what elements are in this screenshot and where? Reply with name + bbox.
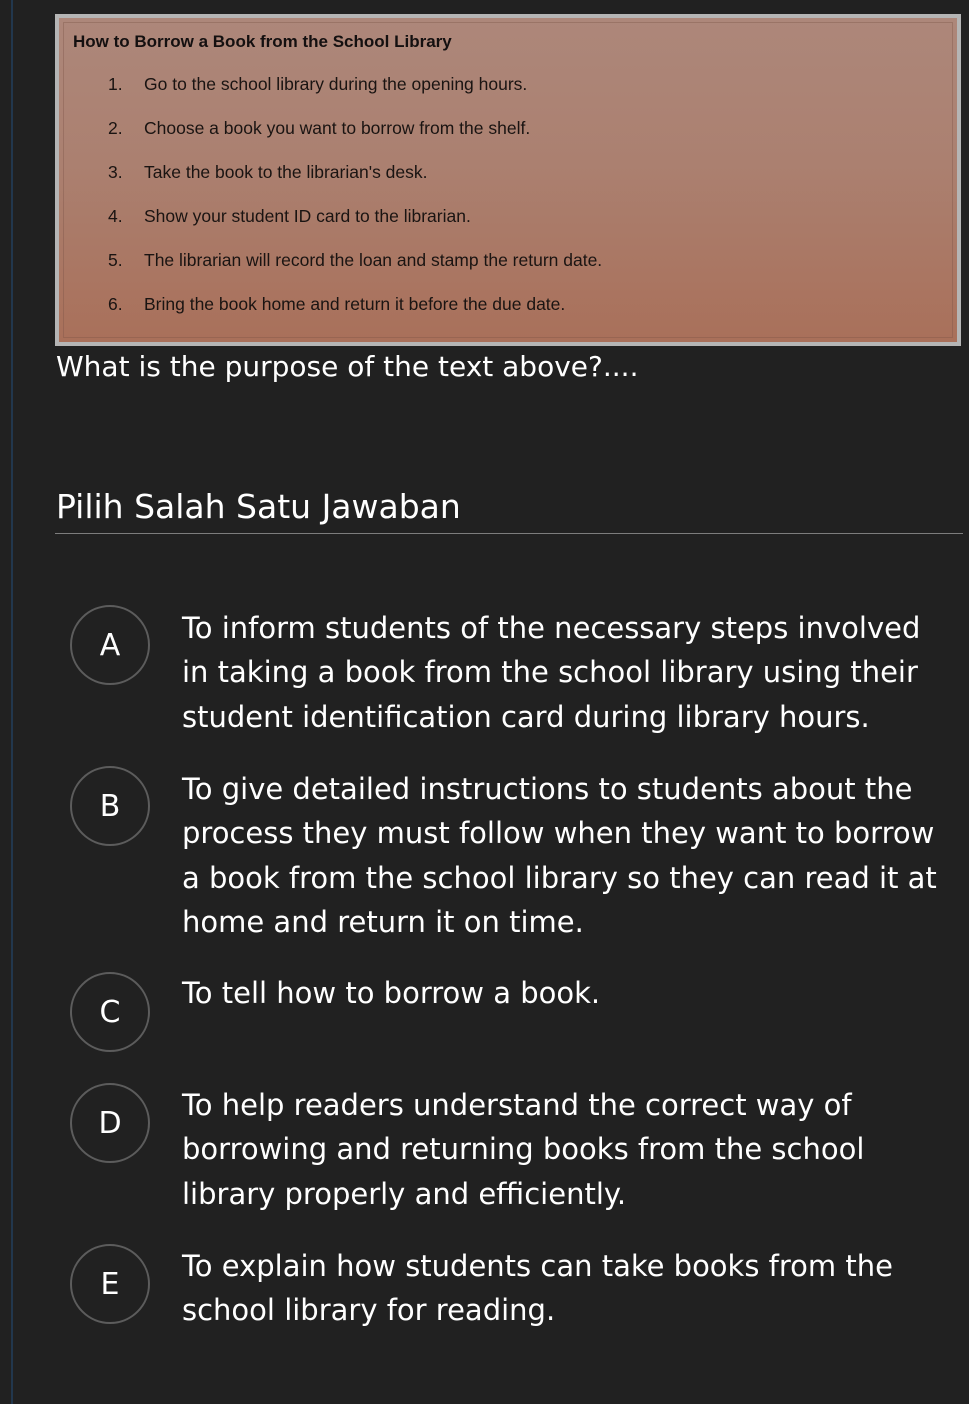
step-text: Show your student ID card to the librarian. bbox=[144, 206, 471, 226]
step-text: Choose a book you want to borrow from the shelf. bbox=[144, 118, 531, 138]
option-text[interactable]: To inform students of the necessary steps involved in taking a book from the school library using their student identification card during library hours. bbox=[182, 611, 921, 734]
step-number: 2. bbox=[108, 118, 123, 138]
passage-image bbox=[55, 14, 961, 346]
left-border-line bbox=[11, 0, 13, 1404]
step-number: 1. bbox=[108, 74, 123, 94]
step-text: Go to the school library during the opening hours. bbox=[144, 74, 528, 94]
option-text[interactable]: To explain how students can take books from the school library for reading. bbox=[182, 1249, 893, 1328]
step-number: 6. bbox=[108, 294, 123, 314]
option-text[interactable]: To give detailed instructions to students about the process they must follow when they want to borrow a book from the school library so they can read it at home and return it on time. bbox=[182, 772, 937, 939]
step-number: 4. bbox=[108, 206, 123, 226]
passage-title: How to Borrow a Book from the School Library bbox=[73, 32, 452, 51]
option-letter-badge[interactable]: B bbox=[70, 766, 150, 846]
option-letter-badge[interactable]: D bbox=[70, 1083, 150, 1163]
option-text[interactable]: To help readers understand the correct way of borrowing and returning books from the school library properly and efficiently. bbox=[182, 1088, 865, 1211]
option-letter-badge[interactable]: E bbox=[70, 1244, 150, 1324]
step-number: 5. bbox=[108, 250, 123, 270]
option-letter-badge[interactable]: A bbox=[70, 605, 150, 685]
step-text: The librarian will record the loan and stamp the return date. bbox=[144, 250, 603, 270]
question-text: What is the purpose of the text above?.... bbox=[56, 350, 639, 383]
answer-section-heading: Pilih Salah Satu Jawaban bbox=[56, 487, 461, 526]
step-text: Bring the book home and return it before the due date. bbox=[144, 294, 566, 314]
option-text[interactable]: To tell how to borrow a book. bbox=[182, 976, 601, 1010]
step-text: Take the book to the librarian's desk. bbox=[144, 162, 428, 182]
option-letter-badge[interactable]: C bbox=[70, 972, 150, 1052]
step-number: 3. bbox=[108, 162, 123, 182]
heading-divider bbox=[55, 533, 963, 534]
